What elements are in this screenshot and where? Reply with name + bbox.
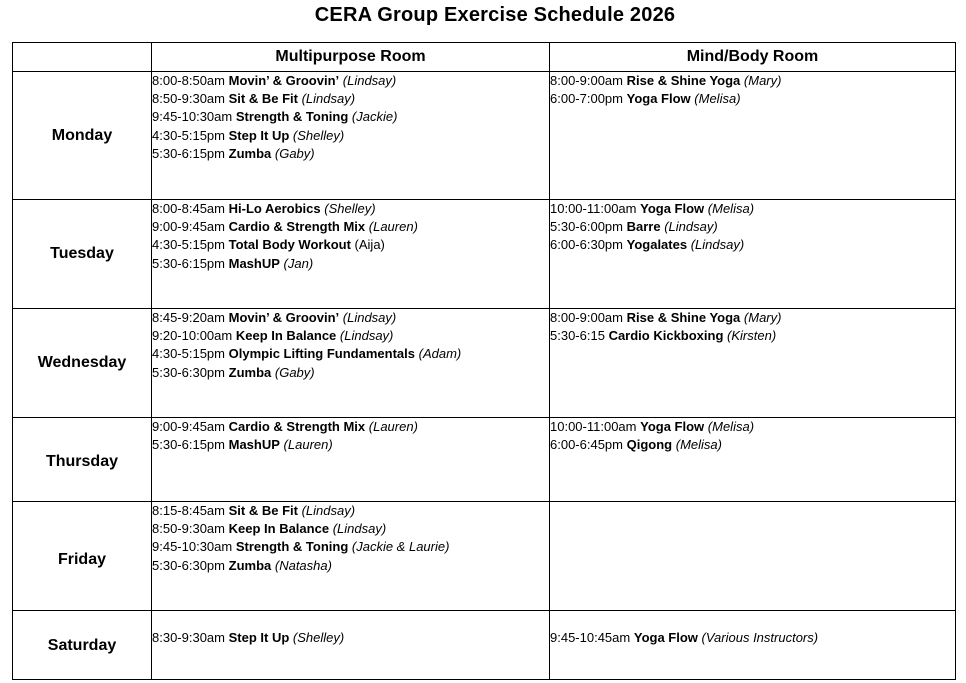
class-entry [152,72,549,90]
class-name: Zumba [228,145,272,161]
class-name: Rise & Shine Yoga [626,310,741,325]
class-instructor: (Various Instructors) [701,630,819,645]
class-entry [152,364,549,382]
class-instructor: (Lindsay) [332,521,387,537]
schedule-row-saturday [13,611,956,680]
class-entry [550,629,955,647]
class-instructor: (Lauren) [368,219,418,235]
day-label: Tuesday [13,200,152,309]
schedule-table [12,42,956,680]
class-entry [550,309,955,327]
class-entry [152,557,549,575]
class-name: Yoga Flow [640,201,705,216]
class-time: 5:30-6:15pm [152,145,225,161]
mindbody-classes-cell [550,72,956,200]
class-name: Keep In Balance [235,328,337,344]
class-name: Yoga Flow [640,419,705,434]
class-instructor: (Shelley) [324,201,376,216]
mindbody-classes-cell [550,502,956,611]
class-entry [152,255,549,273]
class-instructor: (Melisa) [694,91,741,107]
day-label: Saturday [13,611,152,680]
class-time: 9:45-10:30am [152,109,233,125]
class-instructor: (Jackie) [351,109,398,125]
day-column-header [13,43,152,72]
class-entry [152,502,549,520]
class-time: 9:00-9:45am [152,219,225,235]
multipurpose-classes-cell [152,200,550,309]
class-instructor: (Melisa) [707,201,755,216]
schedule-row-thursday [13,418,956,502]
class-entry [152,218,549,236]
class-name: Yogalates [626,237,688,253]
class-instructor: (Lindsay) [690,237,745,253]
class-name: Olympic Lifting Fundamentals [228,346,415,362]
schedule-row-tuesday [13,200,956,309]
class-name: Cardio & Strength Mix [228,219,366,235]
class-instructor: (Shelley) [292,630,345,645]
class-name: Movin’ & Groovin’ [228,310,340,325]
class-time: 9:45-10:30am [152,539,233,555]
multipurpose-classes-cell [152,611,550,680]
class-time: 10:00-11:00am [550,419,637,434]
class-name: Yoga Flow [626,91,691,107]
class-entry [152,309,549,327]
class-name: Movin’ & Groovin’ [228,73,340,88]
class-entry [550,418,955,436]
class-name: Strength & Toning [235,539,349,555]
class-time: 8:45-9:20am [152,310,225,325]
class-time: 9:45-10:45am [550,630,631,645]
class-entry [152,127,549,145]
class-name: Step It Up [228,127,290,143]
class-time: 10:00-11:00am [550,201,637,216]
class-name: MashUP [228,437,280,453]
class-name: Zumba [228,557,272,573]
class-name: Sit & Be Fit [228,503,298,518]
class-time: 5:30-6:00pm [550,219,623,235]
class-instructor: (Kirsten) [727,328,777,344]
class-name: Total Body Workout [228,237,351,253]
mindbody-classes-cell [550,611,956,680]
class-time: 4:30-5:15pm [152,346,225,362]
class-name: Cardio Kickboxing [608,328,724,344]
mindbody-classes-cell [550,200,956,309]
mindbody-room-header: Mind/Body Room [550,43,956,72]
class-entry [550,327,955,345]
class-instructor: (Lindsay) [664,219,718,235]
class-time: 8:15-8:45am [152,503,225,518]
class-entry [152,538,549,556]
day-label: Thursday [13,418,152,502]
schedule-row-monday [13,72,956,200]
class-entry [550,236,955,254]
class-name: Qigong [626,437,673,453]
class-name: MashUP [228,255,280,271]
class-instructor: (Natasha) [274,557,332,573]
class-instructor: (Melisa) [707,419,755,434]
class-instructor: (Jan) [283,255,314,271]
class-instructor: (Adam) [418,346,462,362]
class-name: Rise & Shine Yoga [626,73,741,88]
class-entry [550,218,955,236]
class-time: 5:30-6:15pm [152,437,225,453]
class-instructor: (Mary) [743,73,782,88]
class-instructor: (Shelley) [292,127,345,143]
class-entry [152,436,549,454]
class-entry [550,90,955,108]
class-instructor: (Gaby) [274,145,315,161]
class-entry [152,327,549,345]
class-instructor: (Lindsay) [342,310,397,325]
class-instructor: (Lauren) [283,437,333,453]
class-time: 8:50-9:30am [152,91,225,107]
class-instructor: (Gaby) [274,364,315,380]
class-time: 8:00-9:00am [550,73,623,88]
class-time: 6:00-6:30pm [550,237,623,253]
class-time: 5:30-6:30pm [152,364,225,380]
class-time: 6:00-6:45pm [550,437,623,453]
day-label: Wednesday [13,309,152,418]
class-time: 9:20-10:00am [152,328,233,344]
class-time: 5:30-6:15 [550,328,605,344]
class-name: Sit & Be Fit [228,91,298,107]
multipurpose-classes-cell [152,72,550,200]
class-time: 8:30-9:30am [152,630,225,645]
class-instructor: (Lindsay) [301,91,356,107]
header-row [13,43,956,72]
class-instructor: (Jackie & Laurie) [351,539,450,555]
class-entry [550,200,955,218]
day-label: Friday [13,502,152,611]
class-name: Hi-Lo Aerobics [228,201,321,216]
class-entry [152,520,549,538]
class-time: 9:00-9:45am [152,419,225,434]
class-instructor: (Lindsay) [339,328,394,344]
class-instructor: (Lindsay) [342,73,397,88]
mindbody-classes-cell [550,418,956,502]
class-instructor: (Lauren) [368,419,418,434]
class-name: Cardio & Strength Mix [228,419,366,434]
class-entry [152,629,549,647]
multipurpose-classes-cell [152,502,550,611]
class-time: 8:50-9:30am [152,521,225,537]
multipurpose-room-header: Multipurpose Room [152,43,550,72]
class-entry [550,72,955,90]
class-entry [152,345,549,363]
class-entry [152,90,549,108]
multipurpose-classes-cell [152,418,550,502]
class-instructor: (Melisa) [675,437,722,453]
class-time: 5:30-6:30pm [152,557,225,573]
class-time: 5:30-6:15pm [152,255,225,271]
class-name: Zumba [228,364,272,380]
class-entry [152,418,549,436]
class-time: 8:00-8:45am [152,201,225,216]
schedule-row-friday [13,502,956,611]
class-entry [152,108,549,126]
class-name: Yoga Flow [633,630,698,645]
class-entry [550,436,955,454]
class-entry [152,236,549,254]
day-label: Monday [13,72,152,200]
class-entry [152,145,549,163]
class-time: 4:30-5:15pm [152,237,225,253]
class-time: 4:30-5:15pm [152,127,225,143]
page-title: CERA Group Exercise Schedule 2026 [314,4,676,26]
mindbody-classes-cell [550,309,956,418]
class-time: 8:00-8:50am [152,73,225,88]
schedule-row-wednesday [13,309,956,418]
class-name: Barre [626,219,661,235]
class-instructor: (Lindsay) [301,503,356,518]
class-entry [152,200,549,218]
class-instructor: (Aija) [354,237,385,253]
class-instructor: (Mary) [743,310,782,325]
class-time: 8:00-9:00am [550,310,623,325]
class-name: Keep In Balance [228,521,330,537]
class-time: 6:00-7:00pm [550,91,623,107]
class-name: Step It Up [228,630,290,645]
class-name: Strength & Toning [235,109,349,125]
multipurpose-classes-cell [152,309,550,418]
